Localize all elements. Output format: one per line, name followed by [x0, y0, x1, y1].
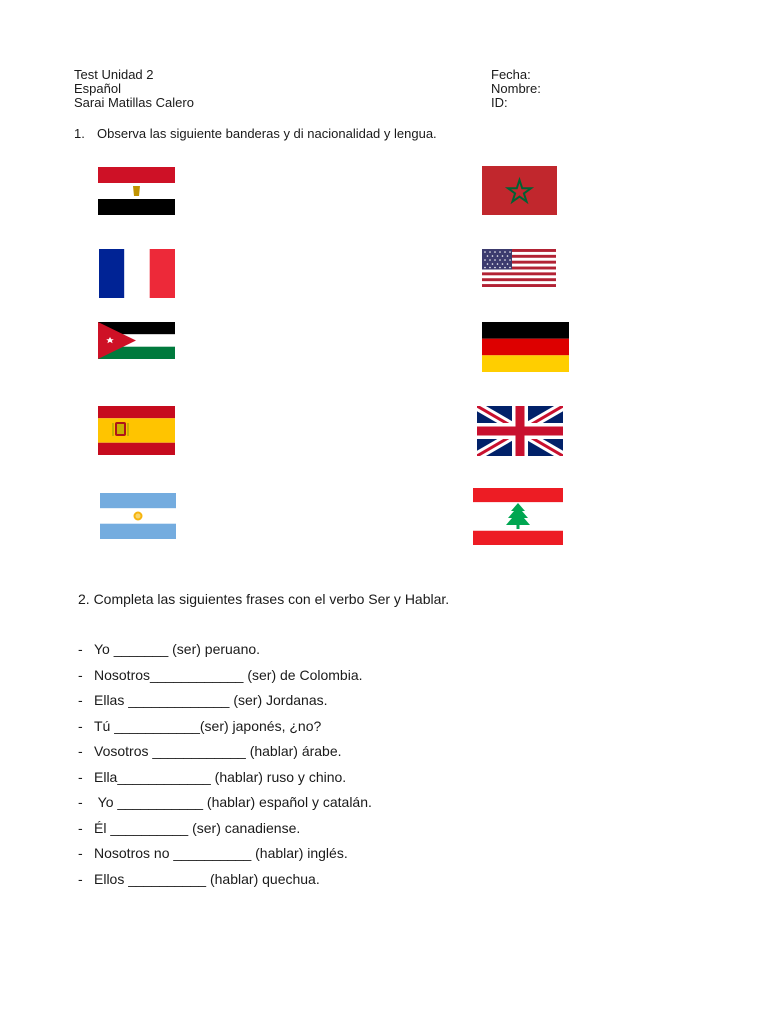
list-item: - Ellos __________ (hablar) quechua. [78, 870, 372, 896]
exercise-2-sentence: Yo ___________ (hablar) español y catalán. [94, 794, 372, 810]
id-label: ID: [491, 95, 508, 110]
list-item: - Nosotros____________ (ser) de Colombia. [78, 666, 372, 692]
exercise-2-sentence: Yo _______ (ser) peruano. [94, 641, 261, 657]
jordan-flag [98, 322, 175, 359]
list-item: - Tú ___________(ser) japonés, ¿no? [78, 717, 372, 743]
argentina-flag [100, 493, 176, 539]
exercise-1-number: 1. [74, 126, 85, 141]
exercise-2-instruction: 2. Completa las siguientes frases con el verbo Ser y Hablar. [78, 591, 450, 607]
teacher-name: Sarai Matillas Calero [74, 95, 194, 110]
exercise-1-instruction [74, 126, 437, 141]
list-item: - Ella____________ (hablar) ruso y chino. [78, 768, 372, 794]
header-left [74, 68, 194, 110]
exercise-2-sentence: Él __________ (ser) canadiense. [94, 819, 301, 836]
list-item: - Yo ___________ (hablar) español y catalán. [78, 793, 372, 819]
spain-flag [98, 406, 175, 455]
exercise-2-sentence: Ellos __________ (hablar) quechua. [94, 870, 320, 887]
subject-label: Español [74, 81, 121, 96]
exercise-2-sentence: Nosotros no __________ (hablar) inglés. [94, 845, 348, 861]
france-flag [99, 249, 175, 298]
lebanon-flag [473, 488, 563, 545]
exercise-1-text: Observa las siguiente banderas y di nacionalidad y lengua. [97, 126, 437, 141]
usa-flag [482, 249, 556, 287]
date-label: Fecha: [491, 67, 531, 82]
header-right [491, 68, 541, 110]
test-title: Test Unidad 2 [74, 67, 154, 82]
list-item: - Nosotros no __________ (hablar) inglés. [78, 844, 372, 870]
egypt-flag [98, 167, 175, 215]
morocco-flag [482, 166, 557, 215]
exercise-2-sentence: Vosotros ____________ (hablar) árabe. [94, 743, 342, 759]
exercise-2-sentence: Nosotros____________ (ser) de Colombia. [94, 666, 363, 683]
list-item: - Vosotros ____________ (hablar) árabe. [78, 742, 372, 768]
uk-flag [477, 406, 563, 456]
exercise-2-sentence: Ellas _____________ (ser) Jordanas. [94, 692, 328, 708]
list-item: - Ellas _____________ (ser) Jordanas. [78, 691, 372, 717]
list-item: - Yo _______ (ser) peruano. [78, 640, 372, 666]
list-item: - Él __________ (ser) canadiense. [78, 819, 372, 845]
exercise-2-sentence: Tú ___________(ser) japonés, ¿no? [94, 717, 322, 734]
name-label: Nombre: [491, 81, 541, 96]
exercise-2-sentence: Ella____________ (hablar) ruso y chino. [94, 768, 347, 785]
germany-flag [482, 322, 569, 372]
exercise-2-list [78, 640, 372, 895]
